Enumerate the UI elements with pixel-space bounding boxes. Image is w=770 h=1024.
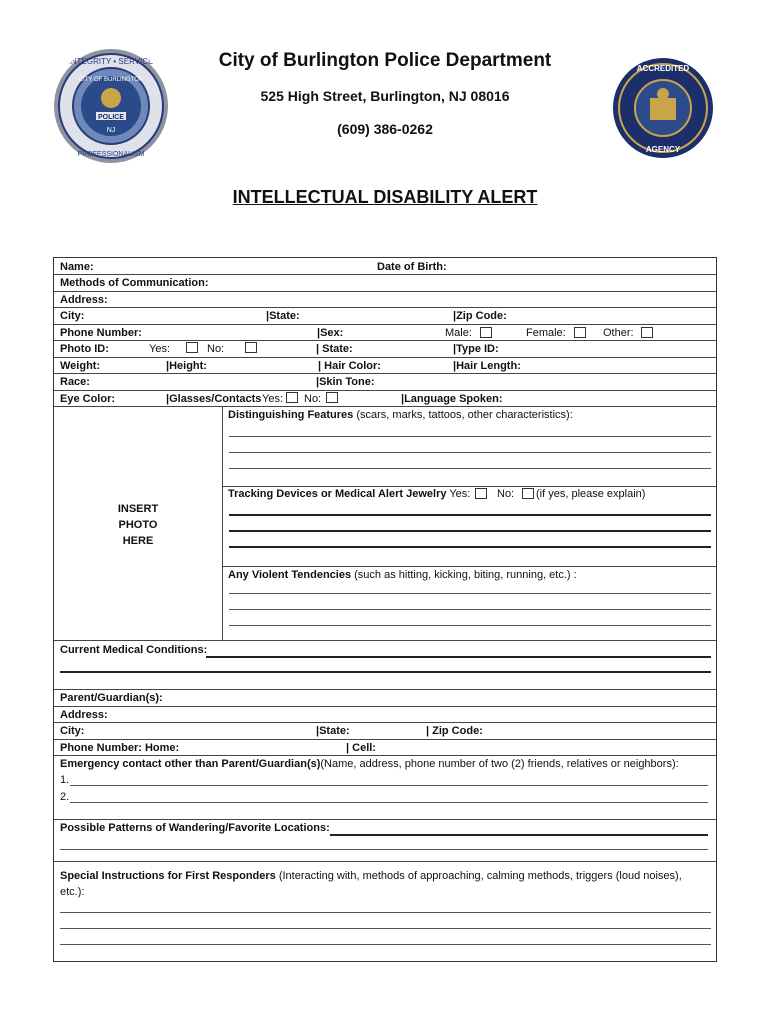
- special-note-cont: etc.):: [60, 886, 85, 898]
- emergency-heading: [60, 758, 679, 771]
- violent-note: (such as hitting, kicking, biting, running, etc.) :: [351, 569, 577, 581]
- guardian-cell-label: | Cell:: [346, 742, 376, 754]
- tracking-line[interactable]: [229, 514, 711, 516]
- row-divider: [54, 373, 717, 374]
- glasses-yes-checkbox[interactable]: [286, 392, 298, 403]
- alert-form: [53, 257, 717, 962]
- violent-line[interactable]: [229, 625, 711, 626]
- female-checkbox[interactable]: [574, 327, 586, 338]
- seal-agency-text: AGENCY: [645, 145, 681, 154]
- male-checkbox[interactable]: [480, 327, 492, 338]
- other-label: Other:: [603, 327, 634, 339]
- row-divider: [54, 340, 717, 341]
- language-label: |Language Spoken:: [401, 393, 503, 405]
- row-divider: [54, 739, 717, 740]
- tracking-label: Tracking Devices or Medical Alert Jewelry: [228, 488, 447, 500]
- glasses-yes-label: Yes:: [262, 393, 284, 405]
- row-divider: [54, 291, 717, 292]
- photo-id-yes-checkbox[interactable]: [186, 342, 198, 353]
- tracking-heading: [228, 488, 470, 501]
- photo-id-no-checkbox[interactable]: [245, 342, 257, 353]
- height-label: |Height:: [166, 360, 207, 372]
- violent-heading: [228, 569, 577, 582]
- special-heading: [60, 870, 682, 883]
- row-divider: [54, 722, 717, 723]
- seal-accredited-text: ACCREDITED: [636, 64, 690, 73]
- emergency-line-2[interactable]: [70, 802, 708, 803]
- row-divider: [54, 307, 717, 308]
- state-label: |State:: [266, 310, 300, 322]
- sex-label: |Sex:: [317, 327, 344, 339]
- row-divider: [54, 357, 717, 358]
- city-label: City:: [60, 310, 85, 322]
- hair-color-label: | Hair Color:: [318, 360, 381, 372]
- photo-divider: [222, 406, 223, 640]
- photo-id-yes-label: Yes:: [149, 343, 171, 355]
- address-label: Address:: [60, 294, 108, 306]
- row-divider: [54, 706, 717, 707]
- type-id-label: |Type ID:: [453, 343, 499, 355]
- special-line[interactable]: [60, 912, 711, 913]
- weight-label: Weight:: [60, 360, 101, 372]
- features-line[interactable]: [229, 452, 711, 453]
- section-divider: [222, 566, 717, 567]
- row-divider: [54, 755, 717, 756]
- photo-line-2: PHOTO: [118, 519, 158, 531]
- medical-label: Current Medical Conditions:: [60, 644, 208, 656]
- tracking-no-label: No:: [497, 488, 515, 500]
- photo-id-no-label: No:: [207, 343, 225, 355]
- row-divider: [54, 274, 717, 275]
- medical-line[interactable]: [206, 656, 711, 658]
- photo-id-label: Photo ID:: [60, 343, 109, 355]
- glasses-label: |Glasses/Contacts: [166, 393, 262, 405]
- photo-line-1: INSERT: [117, 503, 159, 515]
- emergency-note: (Name, address, phone number of two (2) friends, relatives or neighbors):: [320, 758, 679, 770]
- zip-label: |Zip Code:: [453, 310, 507, 322]
- wandering-line[interactable]: [60, 849, 708, 850]
- section-divider: [54, 640, 717, 641]
- violent-line[interactable]: [229, 593, 711, 594]
- guardian-address-label: Address:: [60, 709, 108, 721]
- dob-label: Date of Birth:: [377, 261, 447, 273]
- name-label: Name:: [60, 261, 94, 273]
- photo-placeholder[interactable]: [54, 501, 222, 549]
- eye-color-label: Eye Color:: [60, 393, 116, 405]
- seal-ring-bottom: PROFESSIONALISM: [77, 151, 145, 158]
- special-label: Special Instructions for First Responders: [60, 870, 276, 882]
- medical-line[interactable]: [60, 671, 711, 673]
- female-label: Female:: [526, 327, 566, 339]
- id-state-label: | State:: [316, 343, 353, 355]
- special-note: (Interacting with, methods of approaching, calming methods, triggers (loud noises),: [275, 870, 682, 882]
- document-title: INTELLECTUAL DISABILITY ALERT: [232, 187, 538, 207]
- glasses-no-checkbox[interactable]: [326, 392, 338, 403]
- section-divider: [54, 819, 717, 820]
- guardian-label: Parent/Guardian(s):: [60, 692, 163, 704]
- violent-label: Any Violent Tendencies: [228, 569, 352, 581]
- other-checkbox[interactable]: [641, 327, 653, 338]
- wandering-label: Possible Patterns of Wandering/Favorite Locations:: [60, 822, 330, 834]
- methods-label: Methods of Communication:: [60, 277, 209, 289]
- features-note: (scars, marks, tattoos, other characteristics):: [353, 409, 573, 421]
- emergency-label: Emergency contact other than Parent/Guardian(s): [60, 758, 321, 770]
- section-divider: [222, 486, 717, 487]
- features-label: Distinguishing Features: [228, 409, 354, 421]
- department-title: City of Burlington Police Department: [218, 50, 552, 71]
- department-address: 525 High Street, Burlington, NJ 08016: [260, 88, 510, 104]
- features-heading: [228, 409, 573, 422]
- features-line[interactable]: [229, 468, 711, 469]
- tracking-yes-label: Yes:: [446, 488, 471, 500]
- violent-line[interactable]: [229, 609, 711, 610]
- wandering-line[interactable]: [330, 834, 708, 836]
- tracking-line[interactable]: [229, 530, 711, 532]
- guardian-state-label: |State:: [316, 725, 350, 737]
- tracking-note: (if yes, please explain): [536, 488, 646, 500]
- phone-label: Phone Number:: [60, 327, 142, 339]
- seal-ring-top: INTEGRITY • SERVICE: [68, 57, 154, 66]
- emergency-line-1[interactable]: [70, 785, 708, 786]
- special-line[interactable]: [60, 944, 711, 945]
- tracking-line[interactable]: [229, 546, 711, 548]
- hair-length-label: |Hair Length:: [453, 360, 521, 372]
- row-divider: [54, 406, 717, 407]
- accredited-agency-seal: [612, 56, 714, 160]
- section-divider: [54, 861, 717, 862]
- guardian-phone-label: Phone Number: Home:: [60, 742, 180, 754]
- department-phone: (609) 386-0262: [337, 121, 433, 137]
- seal-top-text: CITY OF BURLINGTON: [78, 77, 144, 83]
- emergency-2-number: 2.: [60, 791, 70, 803]
- glasses-no-label: No:: [304, 393, 322, 405]
- male-label: Male:: [445, 327, 472, 339]
- guardian-zip-label: | Zip Code:: [426, 725, 483, 737]
- skin-tone-label: |Skin Tone:: [316, 376, 375, 388]
- features-line[interactable]: [229, 436, 711, 437]
- row-divider: [54, 324, 717, 325]
- section-divider: [54, 689, 717, 690]
- seal-bottom-text: NJ: [106, 127, 116, 134]
- special-line[interactable]: [60, 928, 711, 929]
- photo-line-3: HERE: [122, 535, 154, 547]
- guardian-city-label: City:: [60, 725, 85, 737]
- tracking-no-checkbox[interactable]: [522, 488, 534, 499]
- seal-center-text: POLICE: [97, 114, 125, 121]
- tracking-yes-checkbox[interactable]: [475, 488, 487, 499]
- emergency-1-number: 1.: [60, 774, 70, 786]
- race-label: Race:: [60, 376, 90, 388]
- row-divider: [54, 390, 717, 391]
